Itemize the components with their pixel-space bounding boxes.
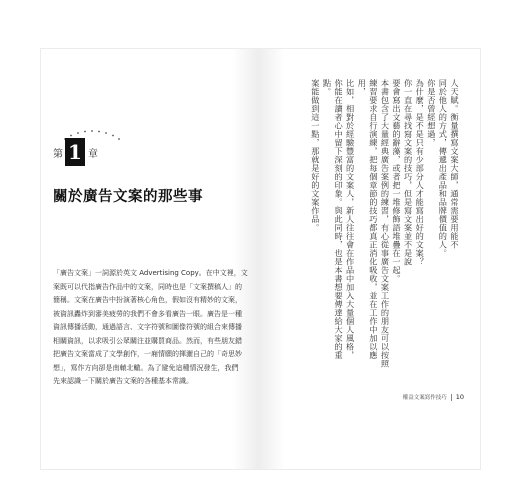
chapter-suffix: 章 [88, 148, 98, 160]
running-head: 權益文案寫作技巧 [402, 395, 447, 401]
chapter-title: 關於廣告文案的那些事 [53, 189, 203, 205]
left-body-text: 「廣告文案」一詞源於英文 Advertising Copy。在中文裡，文 案既可以代指廣告作品中的文案，同時也是「文案撰稿人」的 簡稱。文案在廣告中扮演著核心角色，假如沒有精妙的文案， 被資訊轟炸到審美疲勞的我們不會多看廣告一眼。廣告是一種 資訊傳播活動，通過語言、文字符號和圖像符號的組合來傳播 相關資訊，以求吸引公眾關注並購買商品。然而，有些朋友錯 把廣告文案當成了文學創作，一廂情願的揮灑自己的「奇思妙 想」，寫作方向卻是南轅北轍。為了避免這種情況發生，我們 先來認識一下關於廣告文案的各種基本常識。 [53, 269, 248, 385]
footer-divider [451, 394, 452, 401]
page-footer [403, 393, 464, 401]
chapter-number: 1 [65, 138, 85, 166]
right-body-text: 人天賦。衡量撰寫文案大師，通常需要用能不 同於他人的方式，傳遞出產品和品牌價值的人。 你是否曾經想過， 為什麼，是不是只有少部分人才能寫出好的文案？ 你一直在尋找寫文案的技巧，但是寫文案並不是說 要會寫出文藝的辭藻，或者把一堆修飾語堆疊在一起。 本書包含了大量經典廣告案例的練習，有心從事廣告文案工作的朋友可以按照 練習要求自行演練，把每個章節的技巧都真正消化吸收，並在工作中加以應用， 比如，相對於經驗豐富的文案人，新人往往會在作品中加入大量個人風格， 你能在讀者心中留下深刻的印象。與此同時，也是本書想要傳達給大家的重點。 案能做到這一點，那就是好的文案作品。 [310, 79, 460, 368]
right-page [258, 48, 481, 470]
page-number: 10 [455, 393, 464, 401]
chapter-badge [53, 141, 98, 163]
left-page [40, 48, 259, 470]
chapter-prefix: 第 [53, 148, 63, 160]
